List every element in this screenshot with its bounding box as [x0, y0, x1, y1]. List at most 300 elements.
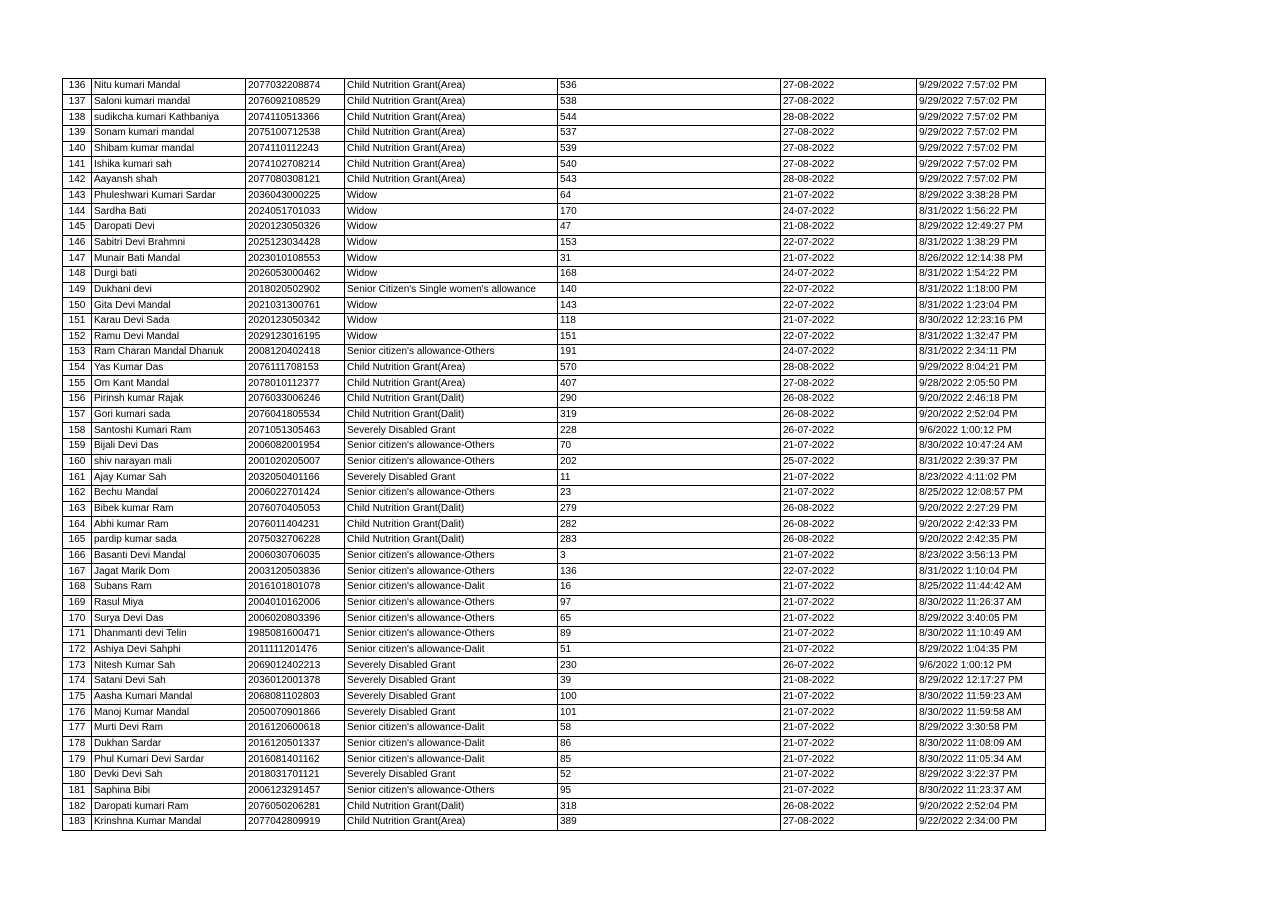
serial-cell: 171	[63, 626, 92, 642]
date-cell: 21-08-2022	[781, 673, 917, 689]
name-cell: Ashiya Devi Sahphi	[92, 642, 246, 658]
code-cell: 47	[558, 219, 781, 235]
allowance-type-cell: Senior citizen's allowance-Others	[345, 564, 558, 580]
code-cell: 279	[558, 501, 781, 517]
table-row	[63, 251, 1046, 267]
date-cell: 24-07-2022	[781, 204, 917, 220]
table-row	[63, 329, 1046, 345]
date-cell: 21-07-2022	[781, 251, 917, 267]
code-cell: 51	[558, 642, 781, 658]
allowance-type-cell: Senior citizen's allowance-Others	[345, 783, 558, 799]
serial-cell: 152	[63, 329, 92, 345]
allowance-type-cell: Child Nutrition Grant(Area)	[345, 79, 558, 95]
name-cell: Daropati kumari Ram	[92, 799, 246, 815]
table-row	[63, 345, 1046, 361]
date-cell: 26-08-2022	[781, 407, 917, 423]
id-number-cell: 2023010108553	[246, 251, 345, 267]
id-number-cell: 2077042809919	[246, 814, 345, 830]
timestamp-cell: 8/30/2022 11:59:23 AM	[917, 689, 1046, 705]
name-cell: Yas Kumar Das	[92, 360, 246, 376]
timestamp-cell: 8/29/2022 1:04:35 PM	[917, 642, 1046, 658]
id-number-cell: 2077032208874	[246, 79, 345, 95]
date-cell: 27-08-2022	[781, 125, 917, 141]
serial-cell: 162	[63, 486, 92, 502]
timestamp-cell: 9/20/2022 2:46:18 PM	[917, 392, 1046, 408]
date-cell: 21-07-2022	[781, 626, 917, 642]
allowance-type-cell: Senior citizen's allowance-Others	[345, 486, 558, 502]
date-cell: 21-07-2022	[781, 720, 917, 736]
allowance-type-cell: Child Nutrition Grant(Dalit)	[345, 799, 558, 815]
date-cell: 24-07-2022	[781, 345, 917, 361]
table-row	[63, 626, 1046, 642]
id-number-cell: 2076092108529	[246, 94, 345, 110]
timestamp-cell: 8/30/2022 10:47:24 AM	[917, 439, 1046, 455]
allowance-type-cell: Senior citizen's allowance-Others	[345, 439, 558, 455]
code-cell: 11	[558, 470, 781, 486]
code-cell: 118	[558, 313, 781, 329]
serial-cell: 181	[63, 783, 92, 799]
id-number-cell: 2074102708214	[246, 157, 345, 173]
timestamp-cell: 8/26/2022 12:14:38 PM	[917, 251, 1046, 267]
serial-cell: 146	[63, 235, 92, 251]
id-number-cell: 2076041805534	[246, 407, 345, 423]
date-cell: 21-07-2022	[781, 783, 917, 799]
table-row	[63, 673, 1046, 689]
timestamp-cell: 8/23/2022 4:11:02 PM	[917, 470, 1046, 486]
allowance-type-cell: Senior citizen's allowance-Dalit	[345, 736, 558, 752]
table-row	[63, 783, 1046, 799]
table-row	[63, 204, 1046, 220]
code-cell: 143	[558, 298, 781, 314]
serial-cell: 144	[63, 204, 92, 220]
table-row	[63, 423, 1046, 439]
table-row	[63, 814, 1046, 830]
name-cell: Bibek kumar Ram	[92, 501, 246, 517]
code-cell: 168	[558, 266, 781, 282]
allowance-type-cell: Senior citizen's allowance-Dalit	[345, 752, 558, 768]
id-number-cell: 2036012001378	[246, 673, 345, 689]
date-cell: 27-08-2022	[781, 376, 917, 392]
code-cell: 283	[558, 533, 781, 549]
timestamp-cell: 8/30/2022 11:10:49 AM	[917, 626, 1046, 642]
table-row	[63, 157, 1046, 173]
date-cell: 21-07-2022	[781, 486, 917, 502]
allowance-type-cell: Child Nutrition Grant(Area)	[345, 141, 558, 157]
code-cell: 570	[558, 360, 781, 376]
table-row	[63, 439, 1046, 455]
timestamp-cell: 9/20/2022 2:27:29 PM	[917, 501, 1046, 517]
id-number-cell: 2018020502902	[246, 282, 345, 298]
name-cell: Karau Devi Sada	[92, 313, 246, 329]
id-number-cell: 2076011404231	[246, 517, 345, 533]
code-cell: 537	[558, 125, 781, 141]
timestamp-cell: 8/31/2022 1:32:47 PM	[917, 329, 1046, 345]
code-cell: 52	[558, 767, 781, 783]
serial-cell: 154	[63, 360, 92, 376]
timestamp-cell: 8/29/2022 12:49:27 PM	[917, 219, 1046, 235]
date-cell: 26-07-2022	[781, 658, 917, 674]
table-row	[63, 689, 1046, 705]
name-cell: Subans Ram	[92, 580, 246, 596]
name-cell: Nitu kumari Mandal	[92, 79, 246, 95]
allowance-type-cell: Widow	[345, 235, 558, 251]
timestamp-cell: 8/23/2022 3:56:13 PM	[917, 548, 1046, 564]
table-row	[63, 141, 1046, 157]
serial-cell: 174	[63, 673, 92, 689]
date-cell: 22-07-2022	[781, 282, 917, 298]
timestamp-cell: 9/29/2022 7:57:02 PM	[917, 94, 1046, 110]
name-cell: pardip kumar sada	[92, 533, 246, 549]
serial-cell: 177	[63, 720, 92, 736]
table-row	[63, 595, 1046, 611]
name-cell: sudikcha kumari Kathbaniya	[92, 110, 246, 126]
serial-cell: 180	[63, 767, 92, 783]
name-cell: Sabitri Devi Brahmni	[92, 235, 246, 251]
date-cell: 27-08-2022	[781, 814, 917, 830]
allowance-type-cell: Senior citizen's allowance-Others	[345, 595, 558, 611]
date-cell: 21-07-2022	[781, 188, 917, 204]
allowance-type-cell: Senior citizen's allowance-Others	[345, 345, 558, 361]
id-number-cell: 2016120501337	[246, 736, 345, 752]
code-cell: 539	[558, 141, 781, 157]
allowance-type-cell: Child Nutrition Grant(Area)	[345, 360, 558, 376]
allowance-type-cell: Child Nutrition Grant(Area)	[345, 125, 558, 141]
date-cell: 21-07-2022	[781, 611, 917, 627]
code-cell: 202	[558, 454, 781, 470]
code-cell: 23	[558, 486, 781, 502]
allowance-type-cell: Widow	[345, 329, 558, 345]
code-cell: 282	[558, 517, 781, 533]
code-cell: 3	[558, 548, 781, 564]
allowance-type-cell: Senior citizen's allowance-Dalit	[345, 720, 558, 736]
date-cell: 26-07-2022	[781, 423, 917, 439]
code-cell: 136	[558, 564, 781, 580]
table-row	[63, 752, 1046, 768]
date-cell: 21-07-2022	[781, 752, 917, 768]
code-cell: 31	[558, 251, 781, 267]
allowance-type-cell: Widow	[345, 251, 558, 267]
allowance-type-cell: Child Nutrition Grant(Dalit)	[345, 407, 558, 423]
table-row	[63, 298, 1046, 314]
allowance-type-cell: Child Nutrition Grant(Area)	[345, 376, 558, 392]
id-number-cell: 2008120402418	[246, 345, 345, 361]
table-row	[63, 767, 1046, 783]
id-number-cell: 2016101801078	[246, 580, 345, 596]
name-cell: Dukhani devi	[92, 282, 246, 298]
date-cell: 26-08-2022	[781, 533, 917, 549]
date-cell: 21-07-2022	[781, 705, 917, 721]
name-cell: Daropati Devi	[92, 219, 246, 235]
date-cell: 21-07-2022	[781, 736, 917, 752]
id-number-cell: 2011111201476	[246, 642, 345, 658]
id-number-cell: 2025123034428	[246, 235, 345, 251]
timestamp-cell: 8/25/2022 12:08:57 PM	[917, 486, 1046, 502]
date-cell: 21-07-2022	[781, 470, 917, 486]
timestamp-cell: 8/29/2022 3:40:05 PM	[917, 611, 1046, 627]
timestamp-cell: 8/30/2022 11:08:09 AM	[917, 736, 1046, 752]
code-cell: 170	[558, 204, 781, 220]
serial-cell: 159	[63, 439, 92, 455]
id-number-cell: 2006082001954	[246, 439, 345, 455]
table-row	[63, 799, 1046, 815]
date-cell: 26-08-2022	[781, 517, 917, 533]
table-row	[63, 517, 1046, 533]
name-cell: Basanti Devi Mandal	[92, 548, 246, 564]
serial-cell: 163	[63, 501, 92, 517]
code-cell: 230	[558, 658, 781, 674]
name-cell: Aasha Kumari Mandal	[92, 689, 246, 705]
name-cell: Devki Devi Sah	[92, 767, 246, 783]
name-cell: Ishika kumari sah	[92, 157, 246, 173]
name-cell: Om Kant Mandal	[92, 376, 246, 392]
allowance-type-cell: Child Nutrition Grant(Dalit)	[345, 501, 558, 517]
serial-cell: 169	[63, 595, 92, 611]
timestamp-cell: 8/31/2022 1:56:22 PM	[917, 204, 1046, 220]
code-cell: 70	[558, 439, 781, 455]
id-number-cell: 2020123050326	[246, 219, 345, 235]
id-number-cell: 1985081600471	[246, 626, 345, 642]
timestamp-cell: 8/30/2022 11:59:58 AM	[917, 705, 1046, 721]
serial-cell: 176	[63, 705, 92, 721]
id-number-cell: 2074110112243	[246, 141, 345, 157]
id-number-cell: 2026053000462	[246, 266, 345, 282]
name-cell: Munair Bati Mandal	[92, 251, 246, 267]
timestamp-cell: 9/29/2022 8:04:21 PM	[917, 360, 1046, 376]
allowance-type-cell: Widow	[345, 188, 558, 204]
date-cell: 22-07-2022	[781, 298, 917, 314]
timestamp-cell: 9/29/2022 7:57:02 PM	[917, 110, 1046, 126]
name-cell: Sonam kumari mandal	[92, 125, 246, 141]
timestamp-cell: 8/31/2022 1:23:04 PM	[917, 298, 1046, 314]
code-cell: 64	[558, 188, 781, 204]
id-number-cell: 2006030706035	[246, 548, 345, 564]
name-cell: Phul Kumari Devi Sardar	[92, 752, 246, 768]
table-row	[63, 360, 1046, 376]
name-cell: Dhanmanti devi Telin	[92, 626, 246, 642]
name-cell: Jagat Marik Dom	[92, 564, 246, 580]
serial-cell: 179	[63, 752, 92, 768]
table-row	[63, 188, 1046, 204]
serial-cell: 166	[63, 548, 92, 564]
table-row	[63, 235, 1046, 251]
id-number-cell: 2074110513366	[246, 110, 345, 126]
id-number-cell: 2078010112377	[246, 376, 345, 392]
timestamp-cell: 8/30/2022 12:23:16 PM	[917, 313, 1046, 329]
name-cell: Murti Devi Ram	[92, 720, 246, 736]
code-cell: 153	[558, 235, 781, 251]
timestamp-cell: 9/29/2022 7:57:02 PM	[917, 157, 1046, 173]
table-row	[63, 110, 1046, 126]
name-cell: Gori kumari sada	[92, 407, 246, 423]
name-cell: shiv narayan mali	[92, 454, 246, 470]
date-cell: 26-08-2022	[781, 392, 917, 408]
table-body	[63, 79, 1046, 831]
code-cell: 65	[558, 611, 781, 627]
table-row	[63, 486, 1046, 502]
timestamp-cell: 8/29/2022 3:38:28 PM	[917, 188, 1046, 204]
date-cell: 28-08-2022	[781, 360, 917, 376]
name-cell: Durgi bati	[92, 266, 246, 282]
name-cell: Rasul Miya	[92, 595, 246, 611]
serial-cell: 165	[63, 533, 92, 549]
timestamp-cell: 8/30/2022 11:23:37 AM	[917, 783, 1046, 799]
code-cell: 191	[558, 345, 781, 361]
id-number-cell: 2016081401162	[246, 752, 345, 768]
serial-cell: 168	[63, 580, 92, 596]
id-number-cell: 2021031300761	[246, 298, 345, 314]
serial-cell: 178	[63, 736, 92, 752]
code-cell: 85	[558, 752, 781, 768]
serial-cell: 164	[63, 517, 92, 533]
serial-cell: 175	[63, 689, 92, 705]
timestamp-cell: 8/29/2022 3:22:37 PM	[917, 767, 1046, 783]
date-cell: 27-08-2022	[781, 94, 917, 110]
timestamp-cell: 8/25/2022 11:44:42 AM	[917, 580, 1046, 596]
code-cell: 228	[558, 423, 781, 439]
serial-cell: 151	[63, 313, 92, 329]
code-cell: 536	[558, 79, 781, 95]
name-cell: Shibam kumar mandal	[92, 141, 246, 157]
timestamp-cell: 8/31/2022 1:54:22 PM	[917, 266, 1046, 282]
code-cell: 538	[558, 94, 781, 110]
code-cell: 101	[558, 705, 781, 721]
id-number-cell: 2075100712538	[246, 125, 345, 141]
allowance-type-cell: Child Nutrition Grant(Area)	[345, 157, 558, 173]
allowance-type-cell: Widow	[345, 298, 558, 314]
date-cell: 21-07-2022	[781, 548, 917, 564]
code-cell: 151	[558, 329, 781, 345]
timestamp-cell: 8/30/2022 11:26:37 AM	[917, 595, 1046, 611]
name-cell: Surya Devi Das	[92, 611, 246, 627]
name-cell: Dukhan Sardar	[92, 736, 246, 752]
allowance-type-cell: Severely Disabled Grant	[345, 470, 558, 486]
table-row	[63, 282, 1046, 298]
allowance-type-cell: Severely Disabled Grant	[345, 689, 558, 705]
table-row	[63, 736, 1046, 752]
table-row	[63, 94, 1046, 110]
timestamp-cell: 9/29/2022 7:57:02 PM	[917, 141, 1046, 157]
allowance-type-cell: Senior citizen's allowance-Dalit	[345, 580, 558, 596]
serial-cell: 148	[63, 266, 92, 282]
name-cell: Satani Devi Sah	[92, 673, 246, 689]
date-cell: 26-08-2022	[781, 799, 917, 815]
allowance-type-cell: Widow	[345, 204, 558, 220]
serial-cell: 172	[63, 642, 92, 658]
table-row	[63, 266, 1046, 282]
id-number-cell: 2003120503836	[246, 564, 345, 580]
code-cell: 543	[558, 172, 781, 188]
timestamp-cell: 9/20/2022 2:42:35 PM	[917, 533, 1046, 549]
timestamp-cell: 9/6/2022 1:00:12 PM	[917, 423, 1046, 439]
name-cell: Aayansh shah	[92, 172, 246, 188]
serial-cell: 170	[63, 611, 92, 627]
date-cell: 21-07-2022	[781, 642, 917, 658]
serial-cell: 183	[63, 814, 92, 830]
table-row	[63, 407, 1046, 423]
allowance-type-cell: Severely Disabled Grant	[345, 705, 558, 721]
table-row	[63, 501, 1046, 517]
date-cell: 28-08-2022	[781, 172, 917, 188]
id-number-cell: 2069012402213	[246, 658, 345, 674]
allowance-type-cell: Severely Disabled Grant	[345, 767, 558, 783]
date-cell: 21-07-2022	[781, 439, 917, 455]
code-cell: 544	[558, 110, 781, 126]
code-cell: 319	[558, 407, 781, 423]
name-cell: Ajay Kumar Sah	[92, 470, 246, 486]
name-cell: Saloni kumari mandal	[92, 94, 246, 110]
allowance-type-cell: Child Nutrition Grant(Dalit)	[345, 392, 558, 408]
id-number-cell: 2050070901866	[246, 705, 345, 721]
serial-cell: 143	[63, 188, 92, 204]
table-row	[63, 533, 1046, 549]
allowance-type-cell: Widow	[345, 313, 558, 329]
code-cell: 95	[558, 783, 781, 799]
id-number-cell: 2071051305463	[246, 423, 345, 439]
code-cell: 407	[558, 376, 781, 392]
table-row	[63, 172, 1046, 188]
date-cell: 21-07-2022	[781, 767, 917, 783]
id-number-cell: 2020123050342	[246, 313, 345, 329]
table-row	[63, 219, 1046, 235]
name-cell: Phuleshwari Kumari Sardar	[92, 188, 246, 204]
code-cell: 86	[558, 736, 781, 752]
allowance-type-cell: Senior Citizen's Single women's allowance	[345, 282, 558, 298]
timestamp-cell: 9/29/2022 7:57:02 PM	[917, 125, 1046, 141]
table-row	[63, 642, 1046, 658]
allowance-type-cell: Child Nutrition Grant(Area)	[345, 110, 558, 126]
timestamp-cell: 8/31/2022 1:38:29 PM	[917, 235, 1046, 251]
date-cell: 25-07-2022	[781, 454, 917, 470]
timestamp-cell: 8/31/2022 2:39:37 PM	[917, 454, 1046, 470]
allowance-type-cell: Widow	[345, 219, 558, 235]
code-cell: 97	[558, 595, 781, 611]
serial-cell: 160	[63, 454, 92, 470]
serial-cell: 139	[63, 125, 92, 141]
timestamp-cell: 9/22/2022 2:34:00 PM	[917, 814, 1046, 830]
serial-cell: 145	[63, 219, 92, 235]
serial-cell: 142	[63, 172, 92, 188]
name-cell: Nitesh Kumar Sah	[92, 658, 246, 674]
allowance-type-cell: Child Nutrition Grant(Area)	[345, 172, 558, 188]
timestamp-cell: 8/29/2022 3:30:58 PM	[917, 720, 1046, 736]
timestamp-cell: 9/28/2022 2:05:50 PM	[917, 376, 1046, 392]
serial-cell: 173	[63, 658, 92, 674]
name-cell: Krinshna Kumar Mandal	[92, 814, 246, 830]
serial-cell: 149	[63, 282, 92, 298]
date-cell: 21-07-2022	[781, 313, 917, 329]
name-cell: Santoshi Kumari Ram	[92, 423, 246, 439]
date-cell: 22-07-2022	[781, 564, 917, 580]
table-row	[63, 79, 1046, 95]
serial-cell: 136	[63, 79, 92, 95]
allowance-type-cell: Senior citizen's allowance-Others	[345, 548, 558, 564]
id-number-cell: 2075032706228	[246, 533, 345, 549]
table-row	[63, 720, 1046, 736]
allowance-type-cell: Child Nutrition Grant(Dalit)	[345, 533, 558, 549]
name-cell: Ram Charan Mandal Dhanuk	[92, 345, 246, 361]
name-cell: Manoj Kumar Mandal	[92, 705, 246, 721]
allowance-type-cell: Severely Disabled Grant	[345, 423, 558, 439]
allowance-type-cell: Severely Disabled Grant	[345, 658, 558, 674]
table-row	[63, 580, 1046, 596]
timestamp-cell: 8/29/2022 12:17:27 PM	[917, 673, 1046, 689]
date-cell: 28-08-2022	[781, 110, 917, 126]
code-cell: 389	[558, 814, 781, 830]
serial-cell: 167	[63, 564, 92, 580]
id-number-cell: 2004010162006	[246, 595, 345, 611]
table-row	[63, 548, 1046, 564]
code-cell: 140	[558, 282, 781, 298]
